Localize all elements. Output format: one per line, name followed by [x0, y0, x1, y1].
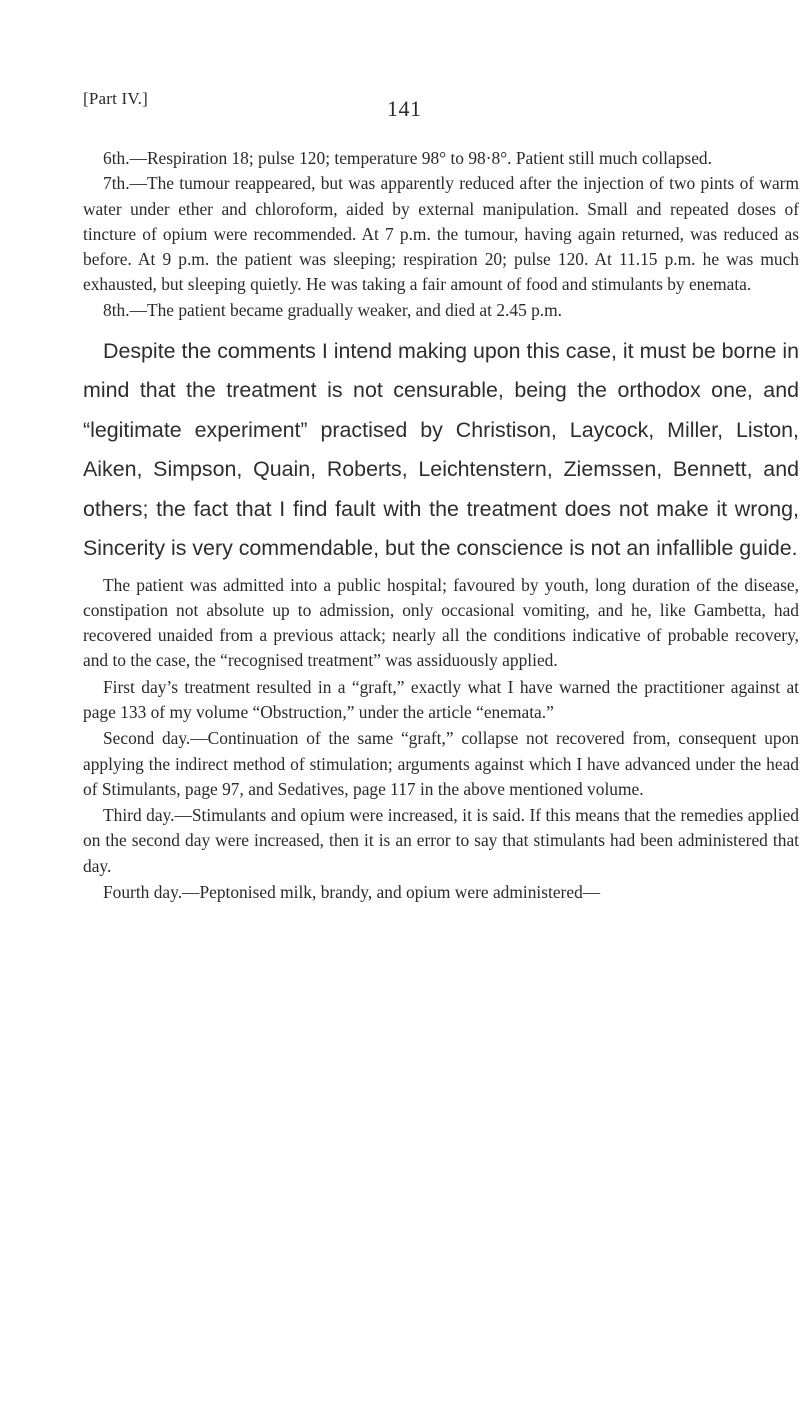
paragraph-second-day: Second day.—Continuation of the same “graft,” collapse not recovered from, consequent upon applying the indirect method of stimulation; arguments against which I have advanced under the head of Stimulants, page 97, and Sedatives, page 117 in the above mentioned volume.	[83, 728, 799, 799]
page-number: 141	[387, 96, 422, 121]
paragraph-commentary: Despite the comments I intend making upon this case, it must be borne in mind that the treatment is not censurable, being the orthodox one, and “legitimate experiment” practised by Christison, Laycock, Miller, Liston, Aiken, Simpson, Quain, Roberts, Leichtenstern, Ziemssen, Bennett, and others; the fact that I find fault with the treatment does not make it wrong, Sincerity is very commendable, but the conscience is not an infallible guide.	[83, 339, 799, 561]
page-body	[83, 146, 799, 905]
paragraph-patient-admission: The patient was admitted into a public hospital; favoured by youth, long duration of the disease, constipation not absolute up to admission, only occasional vomiting, and he, like Gambetta, had recovered unaided from a previous attack; nearly all the conditions indicative of probable recovery, and to the case, the “recognised treatment” was assiduously applied.	[83, 574, 799, 671]
paragraph-6th-day: 6th.—Respiration 18; pulse 120; temperature 98° to 98·8°. Patient still much collapsed.	[103, 148, 712, 168]
paragraph-third-day: Third day.—Stimulants and opium were increased, it is said. If this means that the remedies applied on the second day were increased, then it is an error to say that stimulants had been administered that day.	[83, 805, 799, 876]
paragraph-8th-day: 8th.—The patient became gradually weaker, and died at 2.45 p.m.	[103, 299, 563, 320]
part-heading: [Part IV.]	[83, 89, 148, 108]
paragraph-7th-day: 7th.—The tumour reappeared, but was apparently reduced after the injection of two pints of warm water under ether and chloroform, aided by external manipulation. Small and repeated doses of tincture of opium were recommended. At 7 p.m. the tumour, having again returned, was reduced as before. At 9 p.m. the patient was sleeping; respiration 20; pulse 120. At 11.15 p.m. he was much exhausted, but sleeping quietly. He was taking a fair amount of food and stimulants by enemata.	[83, 173, 799, 295]
paragraph-first-day: First day’s treatment resulted in a “graft,” exactly what I have warned the practitioner against at page 133 of my volume “Obstruction,” under the article “enemata.”	[83, 676, 799, 722]
paragraph-fourth-day: Fourth day.—Peptonised milk, brandy, and opium were administered—	[103, 882, 601, 903]
